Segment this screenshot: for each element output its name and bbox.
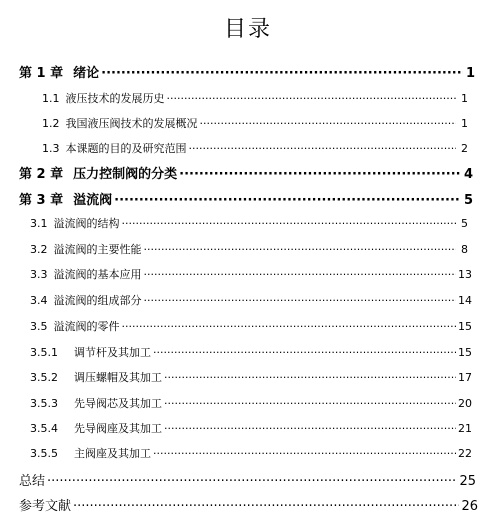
entry-number: 3.5.5 [30, 447, 58, 460]
toc-entry-3-5-5[interactable] [30, 445, 472, 461]
toc-entry-3-4[interactable] [30, 292, 472, 308]
entry-page: 22 [458, 447, 472, 460]
entry-number: 第 3 章 [19, 193, 64, 208]
entry-number: 3.3 [30, 268, 48, 281]
dot-leader [144, 243, 457, 256]
toc-entry-1-1[interactable] [42, 90, 468, 106]
entry-page: 15 [458, 320, 472, 333]
entry-number: 3.5.3 [30, 397, 58, 410]
entry-number: 3.2 [30, 243, 48, 256]
entry-number: 1.3 [42, 142, 60, 155]
toc-entry-chapter-1[interactable] [19, 62, 475, 81]
dot-leader [122, 320, 457, 333]
entry-page: 21 [458, 422, 472, 435]
entry-number: 3.5.4 [30, 422, 58, 435]
entry-title: 调节杆及其加工 [74, 346, 151, 359]
dot-leader [122, 217, 457, 230]
toc-entry-1-3[interactable] [42, 140, 468, 156]
entry-number: 3.5.1 [30, 346, 58, 359]
dot-leader [114, 193, 461, 208]
toc-entry-3-5-3[interactable] [30, 395, 472, 411]
toc-entry-3-5[interactable] [30, 318, 472, 334]
toc-title: 目录 [223, 17, 272, 42]
entry-title: 我国液压阀技术的发展概况 [65, 117, 198, 130]
dot-leader [200, 117, 457, 130]
entry-number: 第 1 章 [19, 66, 64, 81]
entry-number: 3.1 [30, 217, 48, 230]
entry-page: 17 [458, 371, 472, 384]
entry-page: 14 [458, 294, 472, 307]
entry-page: 1 [461, 92, 468, 105]
entry-title: 参考文献 [19, 499, 72, 514]
entry-number: 1.2 [42, 117, 60, 130]
toc-entry-references[interactable] [19, 495, 478, 514]
dot-leader [164, 422, 456, 435]
entry-title: 先导阀芯及其加工 [74, 397, 162, 410]
entry-page: 4 [463, 167, 473, 182]
entry-title: 主阀座及其加工 [74, 447, 151, 460]
dot-leader [101, 66, 463, 81]
toc-entry-chapter-3[interactable] [19, 189, 473, 208]
toc-entry-1-2[interactable] [42, 115, 468, 131]
entry-title: 调压螺帽及其加工 [74, 371, 162, 384]
dot-leader [144, 294, 457, 307]
dot-leader [164, 371, 456, 384]
dot-leader [73, 499, 459, 514]
entry-title: 溢流阀 [73, 193, 113, 208]
entry-page: 1 [461, 117, 468, 130]
entry-title: 溢流阀的主要性能 [53, 243, 142, 256]
entry-title: 先导阀座及其加工 [74, 422, 162, 435]
toc-entry-3-5-4[interactable] [30, 420, 472, 436]
toc-entry-3-5-2[interactable] [30, 369, 472, 385]
entry-title: 本课题的目的及研究范围 [65, 142, 187, 155]
entry-title: 总结 [19, 474, 46, 489]
dot-leader [164, 397, 456, 410]
toc-entry-3-1[interactable] [30, 215, 468, 231]
entry-page: 20 [458, 397, 472, 410]
entry-title: 压力控制阀的分类 [73, 167, 178, 182]
entry-page: 1 [465, 66, 475, 81]
toc-entry-3-3[interactable] [30, 266, 472, 282]
toc-entry-chapter-2[interactable] [19, 163, 473, 182]
toc-entry-summary[interactable] [19, 470, 476, 489]
entry-number: 第 2 章 [19, 167, 64, 182]
entry-title: 溢流阀的零件 [53, 320, 120, 333]
entry-page: 2 [461, 142, 468, 155]
dot-leader [189, 142, 457, 155]
entry-page: 26 [461, 499, 478, 514]
entry-number: 3.4 [30, 294, 48, 307]
toc-entry-3-5-1[interactable] [30, 344, 472, 360]
dot-leader [153, 447, 456, 460]
entry-page: 8 [461, 243, 468, 256]
entry-number: 3.5.2 [30, 371, 58, 384]
dot-leader [179, 167, 461, 182]
dot-leader [153, 346, 456, 359]
entry-title: 溢流阀的结构 [53, 217, 120, 230]
entry-page: 5 [463, 193, 473, 208]
entry-title: 液压技术的发展历史 [65, 92, 165, 105]
entry-number: 3.5 [30, 320, 48, 333]
entry-title: 溢流阀的组成部分 [53, 294, 142, 307]
toc-entry-3-2[interactable] [30, 241, 468, 257]
entry-title: 溢流阀的基本应用 [53, 268, 142, 281]
entry-number: 1.1 [42, 92, 60, 105]
entry-page: 15 [458, 346, 472, 359]
entry-page: 13 [458, 268, 472, 281]
entry-title: 绪论 [73, 66, 100, 81]
dot-leader [47, 474, 457, 489]
dot-leader [144, 268, 457, 281]
entry-page: 25 [459, 474, 476, 489]
entry-page: 5 [461, 217, 468, 230]
dot-leader [167, 92, 457, 105]
